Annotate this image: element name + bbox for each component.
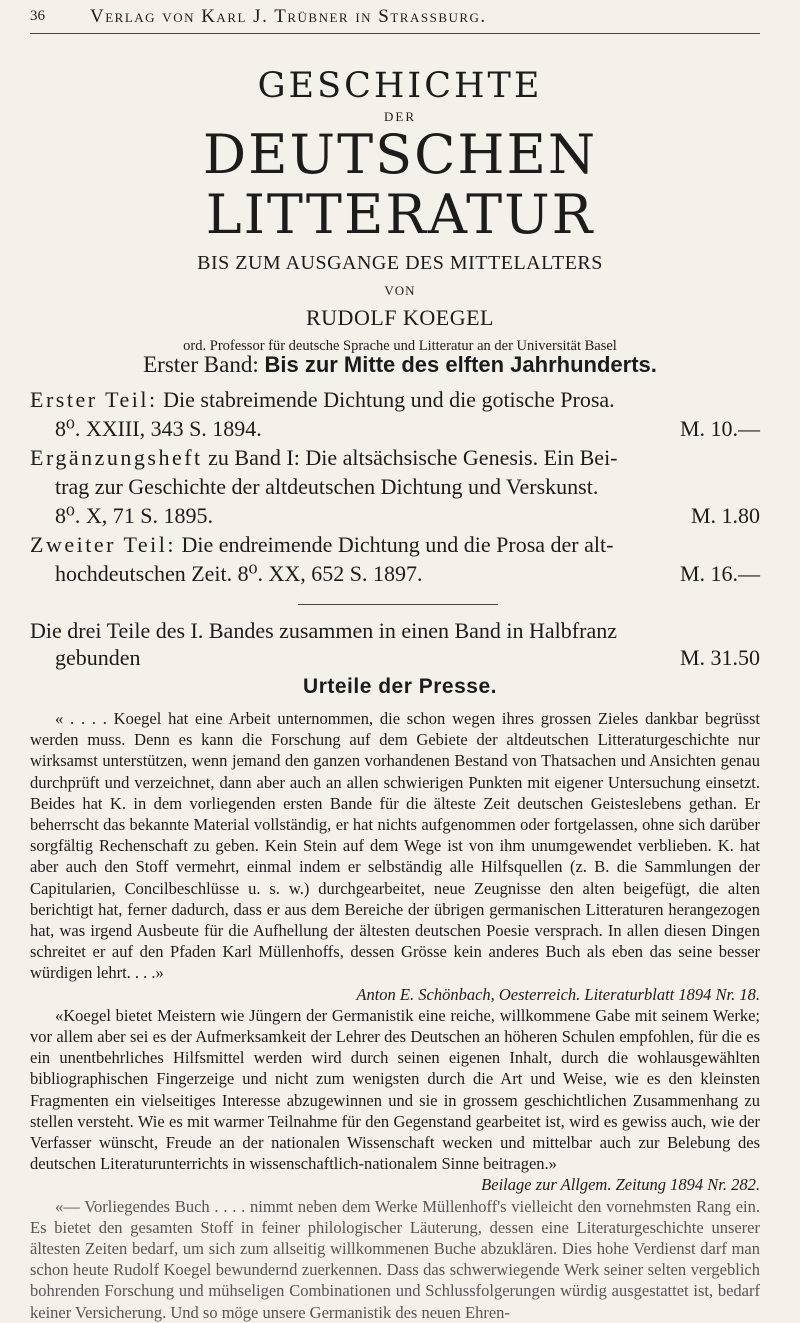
halbfranz-price: M. 31.50 (679, 645, 760, 670)
title-line-main: DEUTSCHEN LITTERATUR (202, 123, 598, 246)
review-text: « . . . . Koegel hat eine Arbeit unternommen, die schon wegen ihres grossen Zieles dankbar begrüsst werden muss. Denn es kann die Forschung auf dem Gebiete der altdeutschen Litteraturgeschichte nur wirksamst unterstützen, wenn jemand den ganzen vorhandenen Bestand von Thatsachen und Ansichten genau durchprüft und verzeichnet, dann aber auch an allen schwierigen Punkten mit eigener Untersuchung einsetzt. Beides hat K. in dem vorliegenden ersten Bande für die älteste Zeit deutschen Geisteslebens gethan. Er beherrscht das bekannte Material vollständig, er hat nichts aufgenommen oder fortgelassen, ohne sich darüber sorgfältig Rechenschaft zu geben. Kein Stein auf dem Wege ist von ihm unumgewendet verblieben. K. hat aber auch den Stoff vermehrt, einmal indem er selbständig alle Hilfsquellen (z. B. die Sammlungen der Capitularien, Concilbeschlüsse u. s. w.) durchgearbeitet, neue Zeugnisse den alten beigefügt, die alten berichtigt hat, ferner dadurch, dass er aus dem Bereiche der übrigen germanischen Litteraturen herangezogen hat, was irgend Ausbeute für die Aufhellung der ältesten deutschen Poesie versprach. In allen diesen Dingen schreitet er auf den Pfaden Karl Müllenhoffs, dessen Grösse kein anderes Buch als eben das seine besser würdigen lehrt. . . .» (30, 709, 760, 983)
entry-line: 8⁰. XXIII, 343 S. 1894. (55, 416, 262, 441)
title-line-geschichte: GESCHICHTE (257, 66, 543, 106)
volume-heading (40, 350, 760, 380)
header-rule (30, 33, 760, 34)
entry-price: M. 16.— (679, 561, 760, 586)
volume-prefix: Erster Band: (143, 352, 259, 377)
author-name: RUDOLF KOEGEL (306, 305, 494, 330)
book-subtitle: BIS ZUM AUSGANGE DES MITTELALTERS (197, 252, 603, 274)
volume-entries (30, 385, 760, 590)
review-third (30, 1196, 760, 1323)
entry-price: M. 1.80 (690, 503, 760, 528)
entry-line: zu Band I: Die altsächsische Genesis. Ein Bei- (208, 445, 618, 470)
page-number: 36 (30, 8, 45, 24)
halbfranz-offer (30, 617, 760, 671)
review-text: «— Vorliegendes Buch . . . . nimmt neben dem Werke Müllenhoff's vielleicht den vornehmsten Rang ein. Es bietet den gesamten Stoff in feiner philologischer Läuterung, dessen eine Literaturgeschichte unserer ältesten Zeiten bedarf, um sich zum allseitig willkommenen Buche abzuklären. Dies hohe Verdienst darf man schon heute Rudolf Koegel bewundernd zuerkennen. Dass das schwerwiegende Werk seiner selten vergeblich bohrenden Forschung und mühseligen Combinationen und Schlussfolgerungen würdig ausgestattet ist, bedarf keiner Versicherung. Und so möge unsere Germanistik des neuen Ehren- (30, 1196, 760, 1322)
entry-label: Erster Teil: (30, 387, 158, 412)
entry-ergaenzungsheft (30, 443, 760, 530)
entry-zweiter-teil (30, 530, 760, 590)
book-title-block (0, 66, 800, 355)
von-label: VON (384, 283, 416, 298)
volume-title: Bis zur Mitte des elften Jahrhunderts. (264, 352, 657, 377)
running-title: Verlag von Karl J. Trübner in Strassburg. (90, 6, 487, 27)
review-allgemeine-zeitung (30, 1005, 760, 1196)
halbfranz-line: gebunden (55, 645, 141, 670)
title-line-der: DER (384, 109, 416, 124)
review-source: Beilage zur Allgem. Zeitung 1894 Nr. 282. (481, 1175, 760, 1195)
press-reviews (30, 708, 760, 1323)
entry-label: Zweiter Teil: (30, 532, 177, 557)
press-reviews-heading: Urteile der Presse. (303, 675, 497, 698)
halbfranz-line: Die drei Teile des I. Bandes zusammen in einen Band in Halbfranz (30, 618, 617, 643)
review-schoenbach (30, 708, 760, 1005)
entry-line: 8⁰. X, 71 S. 1895. (55, 503, 213, 528)
running-head (30, 4, 770, 34)
entry-line: Die stabreimende Dichtung und die gotische Prosa. (163, 387, 615, 412)
entry-label: Ergänzungsheft (30, 445, 203, 470)
review-source: Anton E. Schönbach, Oesterreich. Literaturblatt 1894 Nr. 18. (356, 984, 760, 1004)
review-text: «Koegel bietet Meistern wie Jüngern der Germanistik eine reiche, willkommene Gabe mit seinem Werke; vor allem aber sei es der Aufmerksamkeit der Lehrer des Deutschen an höheren Schulen empfohlen, für die es ein unentbehrliches Hilfsmittel werden wird durch seinen eigenen Inhalt, durch die wohlausgewählten bibliographischen Fingerzeige und nicht zum wenigsten durch die Art und Weise, wie es den kleinsten Fragmenten ein vielseitiges Interesse abzugewinnen und sie in grossem geschichtlichen Zusammenhang zu stellen versteht. Wie es mit warmer Teilnahme für den Gegenstand gearbeitet ist, wird es gewiss auch, wie der Verfasser wünscht, Freude an der nationalen Wissenschaft wecken und mittelbar auch zur Belebung des deutschen Literaturunterrichts in wissenschaftlich-nationalem Sinne beitragen.» (30, 1005, 760, 1174)
author-affiliation: ord. Professor für deutsche Sprache und Litteratur an der Universität Basel (183, 338, 617, 354)
entry-erster-teil (30, 385, 760, 443)
entry-line: hochdeutschen Zeit. 8⁰. XX, 652 S. 1897. (55, 561, 423, 586)
entry-price: M. 10.— (679, 416, 760, 441)
section-divider (298, 604, 498, 605)
entry-line: trag zur Geschichte der altdeutschen Dichtung und Verskunst. (55, 474, 599, 499)
entry-line: Die endreimende Dichtung und die Prosa der alt- (181, 532, 614, 557)
